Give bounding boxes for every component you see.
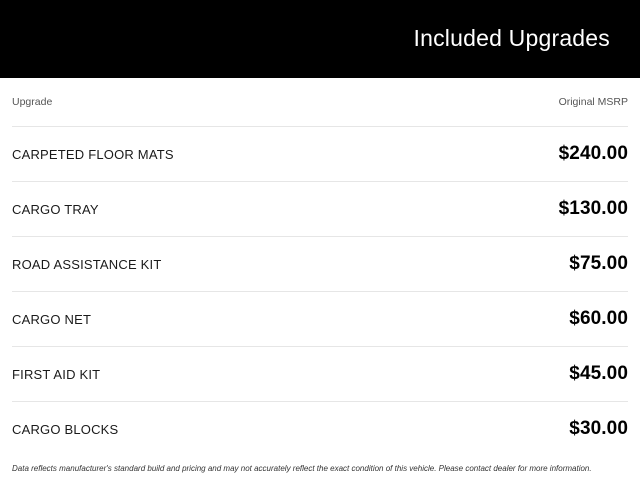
table-row: [12, 401, 628, 456]
table-row: [12, 291, 628, 346]
upgrade-price: $30.00: [569, 418, 628, 439]
upgrade-name: FIRST AID KIT: [12, 366, 101, 382]
table-row: [12, 236, 628, 291]
table-header-row: [12, 78, 628, 126]
upgrade-name: CARGO TRAY: [12, 201, 99, 217]
table-body: [12, 126, 628, 456]
column-header-upgrade: Upgrade: [12, 96, 53, 108]
page-header: [0, 0, 640, 78]
upgrade-name: ROAD ASSISTANCE KIT: [12, 256, 162, 272]
upgrade-name: CARGO BLOCKS: [12, 421, 119, 437]
upgrades-table: [0, 78, 640, 498]
upgrade-price: $45.00: [569, 363, 628, 384]
upgrade-price: $60.00: [569, 308, 628, 329]
upgrade-price: $75.00: [569, 253, 628, 274]
upgrade-name: CARPETED FLOOR MATS: [12, 146, 174, 162]
upgrade-price: $240.00: [558, 143, 628, 164]
upgrade-name: CARGO NET: [12, 311, 92, 327]
upgrade-price: $130.00: [558, 198, 628, 219]
disclaimer-text: Data reflects manufacturer's standard build and pricing and may not accurately reflect the exact condition of this vehicle. Please contact dealer for more information.: [12, 464, 592, 473]
column-header-msrp: Original MSRP: [558, 96, 628, 108]
table-row: [12, 126, 628, 181]
table-row: [12, 181, 628, 236]
page-title: Included Upgrades: [413, 24, 610, 51]
bottom-spacer: [12, 474, 628, 498]
table-row: [12, 346, 628, 401]
